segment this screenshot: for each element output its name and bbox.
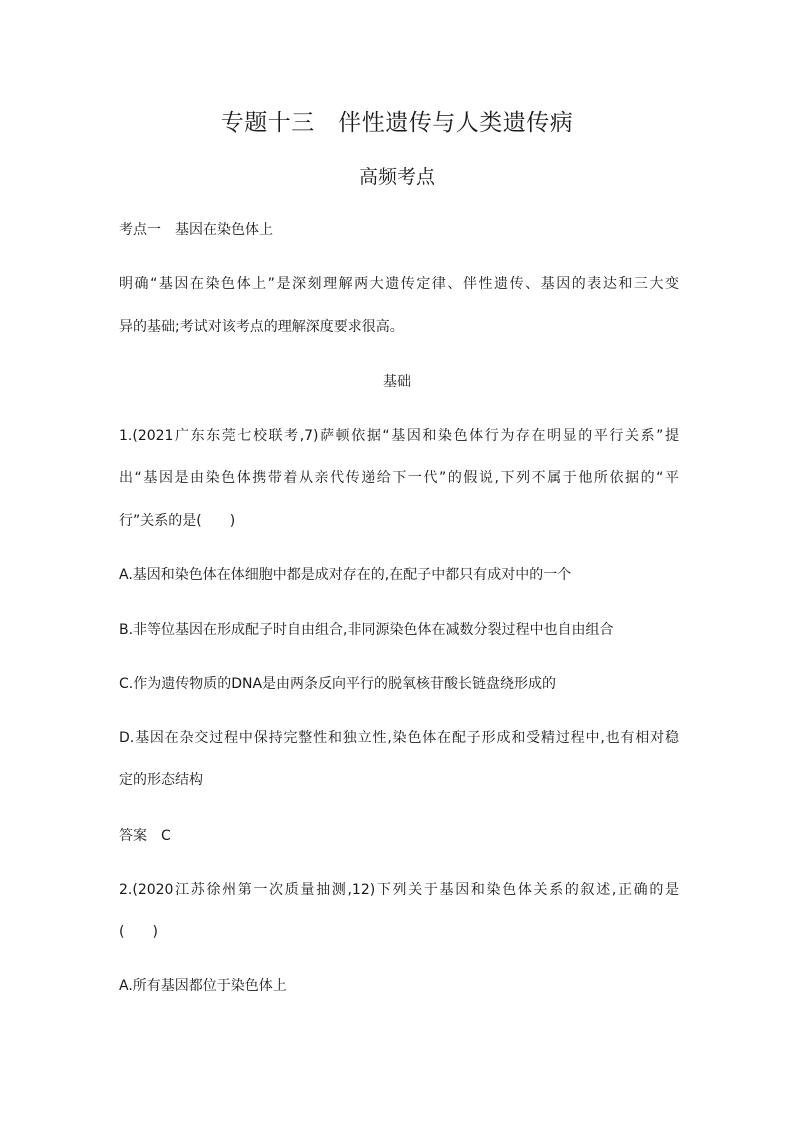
section-heading: 考点一 基因在染色体上 xyxy=(119,222,273,238)
q1-option-d-line-1: D.基因在杂交过程中保持完整性和独立性,染色体在配子形成和受精过程中,也有相对稳 xyxy=(119,730,679,746)
page-subtitle: 高频考点 xyxy=(358,166,435,188)
q2-option-a: A.所有基因都位于染色体上 xyxy=(119,978,287,994)
q1-stem-line-1: 1.(2021广东东莞七校联考,7)萨顿依据“基因和染色体行为存在明显的平行关系”提 xyxy=(119,428,679,444)
q1-option-d-line-2: 定的形态结构 xyxy=(119,772,203,788)
q1-stem-line-2: 出“基因是由染色体携带着从亲代传递给下一代”的假说,下列不属于他所依据的“平 xyxy=(119,470,679,486)
q2-stem-line-2: ( ) xyxy=(119,924,158,940)
q1-option-b: B.非等位基因在形成配子时自由组合,非同源染色体在减数分裂过程中也自由组合 xyxy=(119,622,614,638)
q2-stem-line-1: 2.(2020江苏徐州第一次质量抽测,12)下列关于基因和染色体关系的叙述,正确的是 xyxy=(119,882,679,898)
level-label: 基础 xyxy=(383,374,411,390)
q1-option-a: A.基因和染色体在体细胞中都是成对存在的,在配子中都只有成对中的一个 xyxy=(119,567,572,583)
page-title: 专题十三 伴性遗传与人类遗传病 xyxy=(220,110,574,136)
intro-line-1: 明确“基因在染色体上”是深刻理解两大遗传定律、伴性遗传、基因的表达和三大变 xyxy=(119,276,679,292)
q1-stem-line-3: 行”关系的是( ) xyxy=(119,513,236,529)
q1-answer: 答案 C xyxy=(119,828,171,844)
intro-line-2: 异的基础;考试对该考点的理解深度要求很高。 xyxy=(119,319,404,335)
q1-option-c: C.作为遗传物质的DNA是由两条反向平行的脱氧核苷酸长链盘绕形成的 xyxy=(119,676,557,692)
